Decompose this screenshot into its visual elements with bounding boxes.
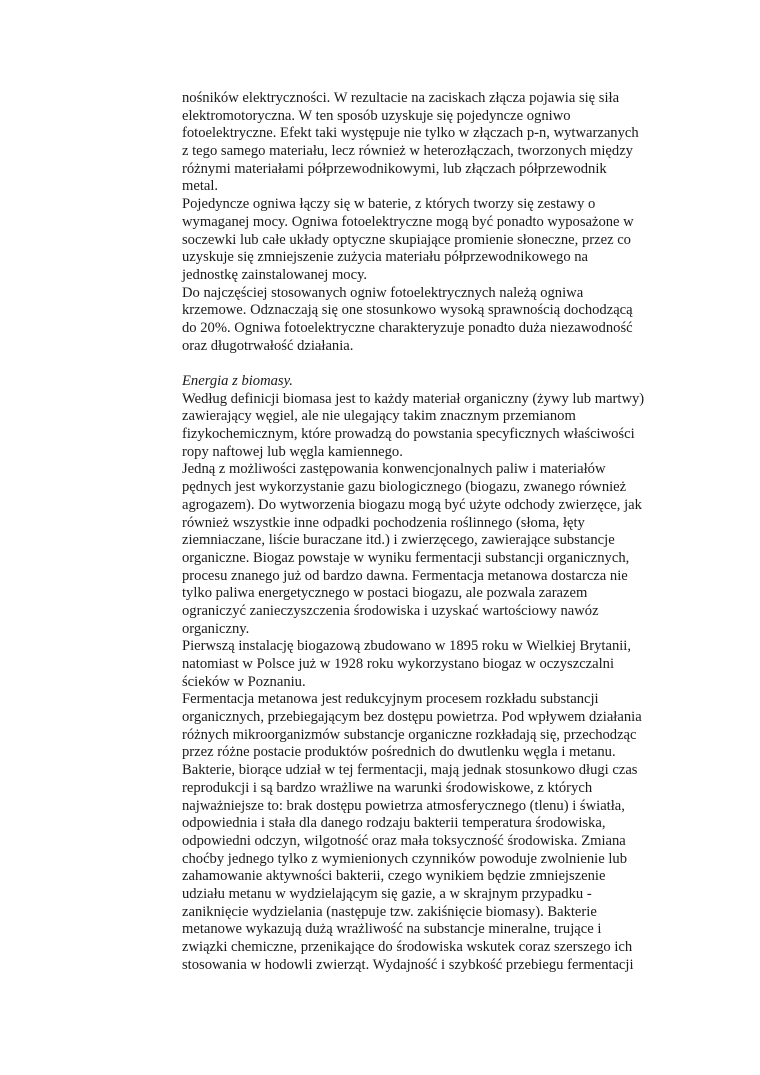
text-line: zaniknięcie wydzielania (następuje tzw. zakiśnięcie biomasy). Bakterie xyxy=(182,903,597,920)
text-line: ropy naftowej lub węgla kamiennego. xyxy=(182,443,403,460)
text-line: uzyskuje się zmniejszenie zużycia materiału półprzewodnikowego na xyxy=(182,249,589,266)
text-line: wymaganej mocy. Ogniwa fotoelektryczne mogą być ponadto wyposażone w xyxy=(182,213,634,230)
text-line: Pierwszą instalację biogazową zbudowano w 1895 roku w Wielkiej Brytanii, xyxy=(182,638,631,655)
text-line: agrogazem). Do wytworzenia biogazu mogą być użyte odchody zwierzęce, jak xyxy=(182,496,642,513)
text-line: Jedną z możliwości zastępowania konwencjonalnych paliw i materiałów xyxy=(182,461,606,478)
text-line: ograniczyć zanieczyszczenia środowiska i uzyskać wartościowy nawóz xyxy=(182,602,599,619)
text-line: natomiast w Polsce już w 1928 roku wykorzystano biogaz w oczyszczalni xyxy=(182,656,615,672)
text-line: organicznych, przebiegającym bez dostępu powietrza. Pod wpływem działania xyxy=(182,709,642,726)
text-line: choćby jednego tylko z wymienionych czynników powoduje zwolnienie lub xyxy=(182,850,628,867)
text-line: Fermentacja metanowa jest redukcyjnym procesem rozkładu substancji xyxy=(182,691,599,708)
text-line: różnych mikroorganizmów substancje organiczne rozkładają się, przechodząc xyxy=(182,726,637,743)
text-line: organiczny. xyxy=(182,620,250,637)
text-line: tylko paliwa energetycznego w postaci biogazu, ale pozwala zarazem xyxy=(182,585,588,602)
text-line: fotoelektryczne. Efekt taki występuje nie tylko w złączach p-n, wytwarzanych xyxy=(182,125,639,142)
text-line: elektromotoryczna. W ten sposób uzyskuje się pojedyncze ogniwo xyxy=(182,107,571,124)
paragraph-spacer xyxy=(182,355,682,373)
text-line: zawierający węgiel, ale nie ulegający takim znacznym przemianom xyxy=(182,408,576,425)
text-line: z tego samego materiału, lecz również w heterozłączach, tworzonych między xyxy=(182,143,633,160)
text-line: odpowiedni odczyn, wilgotność oraz mała toksyczność środowiska. Zmiana xyxy=(182,832,626,849)
text-line: nośników elektryczności. W rezultacie na zaciskach złącza pojawia się siła xyxy=(182,90,620,106)
text-line: soczewki lub całe układy optyczne skupiające promienie słoneczne, przez co xyxy=(182,231,631,248)
text-line: również wszystkie inne odpadki pochodzenia roślinnego (słoma, łęty xyxy=(182,514,585,531)
text-line: fizykochemicznym, które prowadzą do powstania specyficznych właściwości xyxy=(182,426,635,443)
text-line: Do najczęściej stosowanych ogniw fotoelektrycznych należą ogniwa xyxy=(182,284,584,301)
text-line: organiczne. Biogaz powstaje w wyniku fermentacji substancji organicznych, xyxy=(182,549,630,566)
text-line: udziału metanu w wydzielającym się gazie, a w skrajnym przypadku - xyxy=(182,885,592,902)
text-line: związki chemiczne, przenikające do środowiska wskutek coraz szerszego ich xyxy=(182,939,633,955)
text-line: Pojedyncze ogniwa łączy się w baterie, z których tworzy się zestawy o xyxy=(182,196,596,213)
text-line: ścieków w Poznaniu. xyxy=(182,673,306,690)
text-line: odpowiednia i stała dla danego rodzaju bakterii temperatura środowiska, xyxy=(182,815,606,832)
text-line: zahamowanie aktywności bakterii, czego wynikiem będzie zmniejszenie xyxy=(182,868,606,885)
body-text xyxy=(182,90,682,974)
text-line: metal. xyxy=(182,178,219,195)
text-line: ziemniaczane, liście buraczane itd.) i zwierzęcego, zawierające substancje xyxy=(182,532,615,549)
text-line: różnymi materiałami półprzewodnikowymi, lub złączach półprzewodnik xyxy=(182,160,607,177)
text-line: Bakterie, biorące udział w tej fermentacji, mają jednak stosunkowo długi czas xyxy=(182,762,638,779)
text-line: do 20%. Ogniwa fotoelektryczne charakteryzuje ponadto duża niezawodność xyxy=(182,319,633,336)
text-line: pędnych jest wykorzystanie gazu biologicznego (biogazu, zwanego również xyxy=(182,479,627,496)
text-line: oraz długotrwałość działania. xyxy=(182,337,354,354)
text-line: metanowe wykazują dużą wrażliwość na substancje mineralne, trujące i xyxy=(182,921,602,938)
text-line: Według definicji biomasa jest to każdy materiał organiczny (żywy lub martwy) xyxy=(182,390,645,407)
text-line: reprodukcji i są bardzo wrażliwe na warunki środowiskowe, z których xyxy=(182,779,593,796)
section-biomass-text xyxy=(182,391,682,975)
text-line: krzemowe. Odznaczają się one stosunkowo wysoką sprawnością dochodzącą xyxy=(182,302,633,319)
text-line: jednostkę zainstalowanej mocy. xyxy=(182,266,368,283)
section-heading-biomass: Energia z biomasy. xyxy=(182,373,293,389)
text-line: procesu znanego już od bardzo dawna. Fermentacja metanowa dostarcza nie xyxy=(182,567,628,584)
text-line: przez różne postacie produktów pośrednich do dwutlenku węgla i metanu. xyxy=(182,744,616,761)
text-line: najważniejsze to: brak dostępu powietrza atmosferycznego (tlenu) i światła, xyxy=(182,797,625,814)
text-line: stosowania w hodowli zwierząt. Wydajność i szybkość przebiegu fermentacji xyxy=(182,956,634,973)
section-photovoltaic-text xyxy=(182,90,682,355)
